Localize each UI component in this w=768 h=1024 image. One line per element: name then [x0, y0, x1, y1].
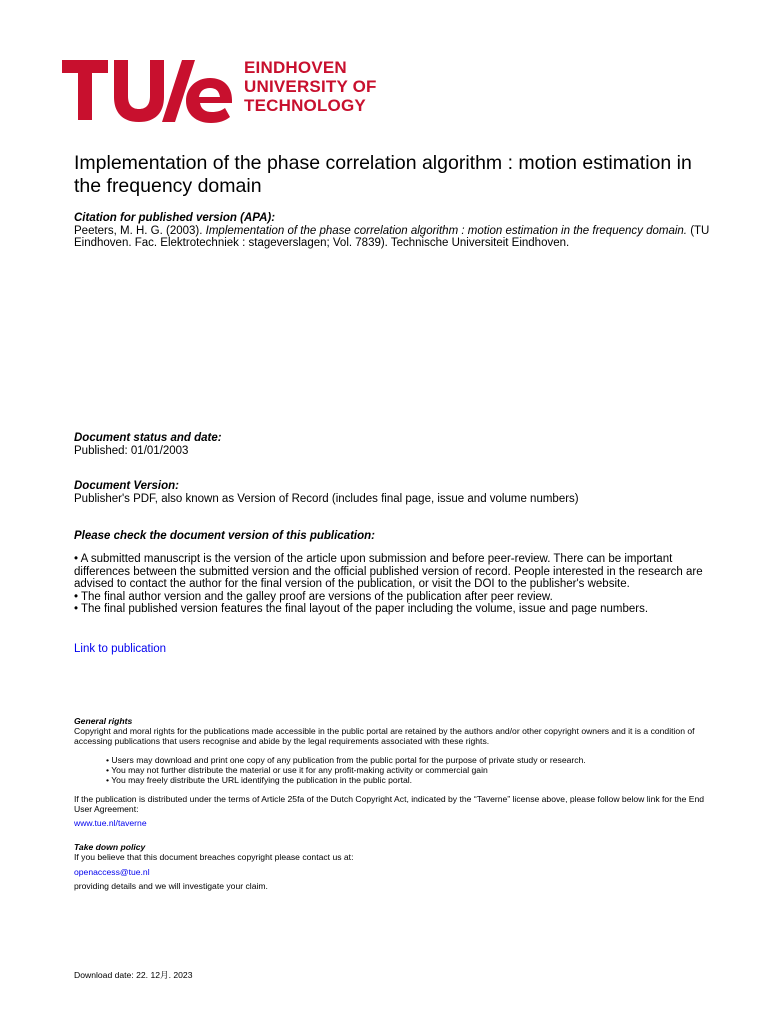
logo-line-3: TECHNOLOGY — [244, 96, 366, 115]
download-date: Download date: 22. 12月. 2023 — [74, 970, 193, 980]
takedown-text: If you believe that this document breaches copyright please contact us at: — [74, 852, 354, 862]
link-to-publication[interactable]: Link to publication — [74, 643, 167, 655]
takedown-label: Take down policy — [74, 842, 146, 852]
version-bullets — [74, 553, 724, 616]
version-bullet-1: • A submitted manuscript is the version of the article upon submission and before peer-review. There can be important differences between the submitted version and the official published version of record. People interested in the research are advised to contact the author for the final version of the publication, or visit the DOI to the publisher's website. — [74, 553, 703, 590]
citation-text — [74, 225, 724, 250]
citation-authors: Peeters, M. H. G. (2003). — [74, 224, 206, 237]
logo-line-1: EINDHOVEN — [244, 58, 347, 77]
tue-logo-mark — [62, 56, 232, 124]
general-rights-section — [74, 716, 724, 746]
rights-item-2: • You may not further distribute the material or use it for any profit-making activity or commercial gain — [106, 765, 488, 775]
version-label: Document Version: — [74, 480, 180, 492]
status-value: Published: 01/01/2003 — [74, 444, 189, 457]
general-rights-text: Copyright and moral rights for the publications made accessible in the public portal are retained by the authors and/or other copyright owners and it is a condition of accessing publications that users recognise and abide by the legal requirements associated with these rights. — [74, 726, 695, 746]
providing-text: providing details and we will investigate your claim. — [74, 881, 268, 891]
university-name — [244, 58, 377, 115]
check-version-label: Please check the document version of this publication: — [74, 530, 375, 542]
version-section — [74, 480, 724, 505]
logo-line-2: UNIVERSITY OF — [244, 77, 377, 96]
rights-item-3: • You may freely distribute the URL identifying the publication in the public portal. — [106, 775, 413, 785]
version-bullet-3: • The final published version features the final layout of the paper including the volume, issue and page numbers. — [74, 603, 649, 615]
taverne-link-block — [74, 818, 724, 828]
rights-item-1: • Users may download and print one copy of any publication from the public portal for the purpose of private study or research. — [106, 755, 586, 765]
openaccess-email-link[interactable]: openaccess@tue.nl — [74, 867, 150, 877]
document-title: Implementation of the phase correlation algorithm : motion estimation in the frequency domain — [74, 152, 692, 197]
rights-list — [106, 755, 706, 785]
email-link-block — [74, 867, 724, 877]
general-rights-label: General rights — [74, 716, 133, 726]
check-version-section — [74, 530, 724, 543]
status-label: Document status and date: — [74, 432, 222, 444]
taverne-link[interactable]: www.tue.nl/taverne — [74, 818, 147, 828]
citation-section — [74, 212, 724, 250]
article-25fa-text: If the publication is distributed under the terms of Article 25fa of the Dutch Copyright Act, indicated by the “Taverne” license above, please follow below link for the End User Agreement: — [74, 794, 705, 814]
tue-logo — [62, 56, 392, 128]
version-value: Publisher's PDF, also known as Version of Record (includes final page, issue and volume numbers) — [74, 492, 579, 505]
citation-rest: (TU Eindhoven. Fac. Elektrotechniek : stageverslagen; Vol. 7839). Technische Universiteit Eindhoven. — [74, 224, 710, 249]
status-section — [74, 432, 724, 457]
citation-label: Citation for published version (APA): — [74, 212, 276, 224]
citation-work-title: Implementation of the phase correlation algorithm : motion estimation in the frequency domain. — [205, 224, 687, 237]
takedown-section — [74, 842, 724, 862]
version-bullet-2: • The final author version and the galley proof are versions of the publication after peer review. — [74, 590, 553, 603]
publication-link-block — [74, 643, 724, 656]
